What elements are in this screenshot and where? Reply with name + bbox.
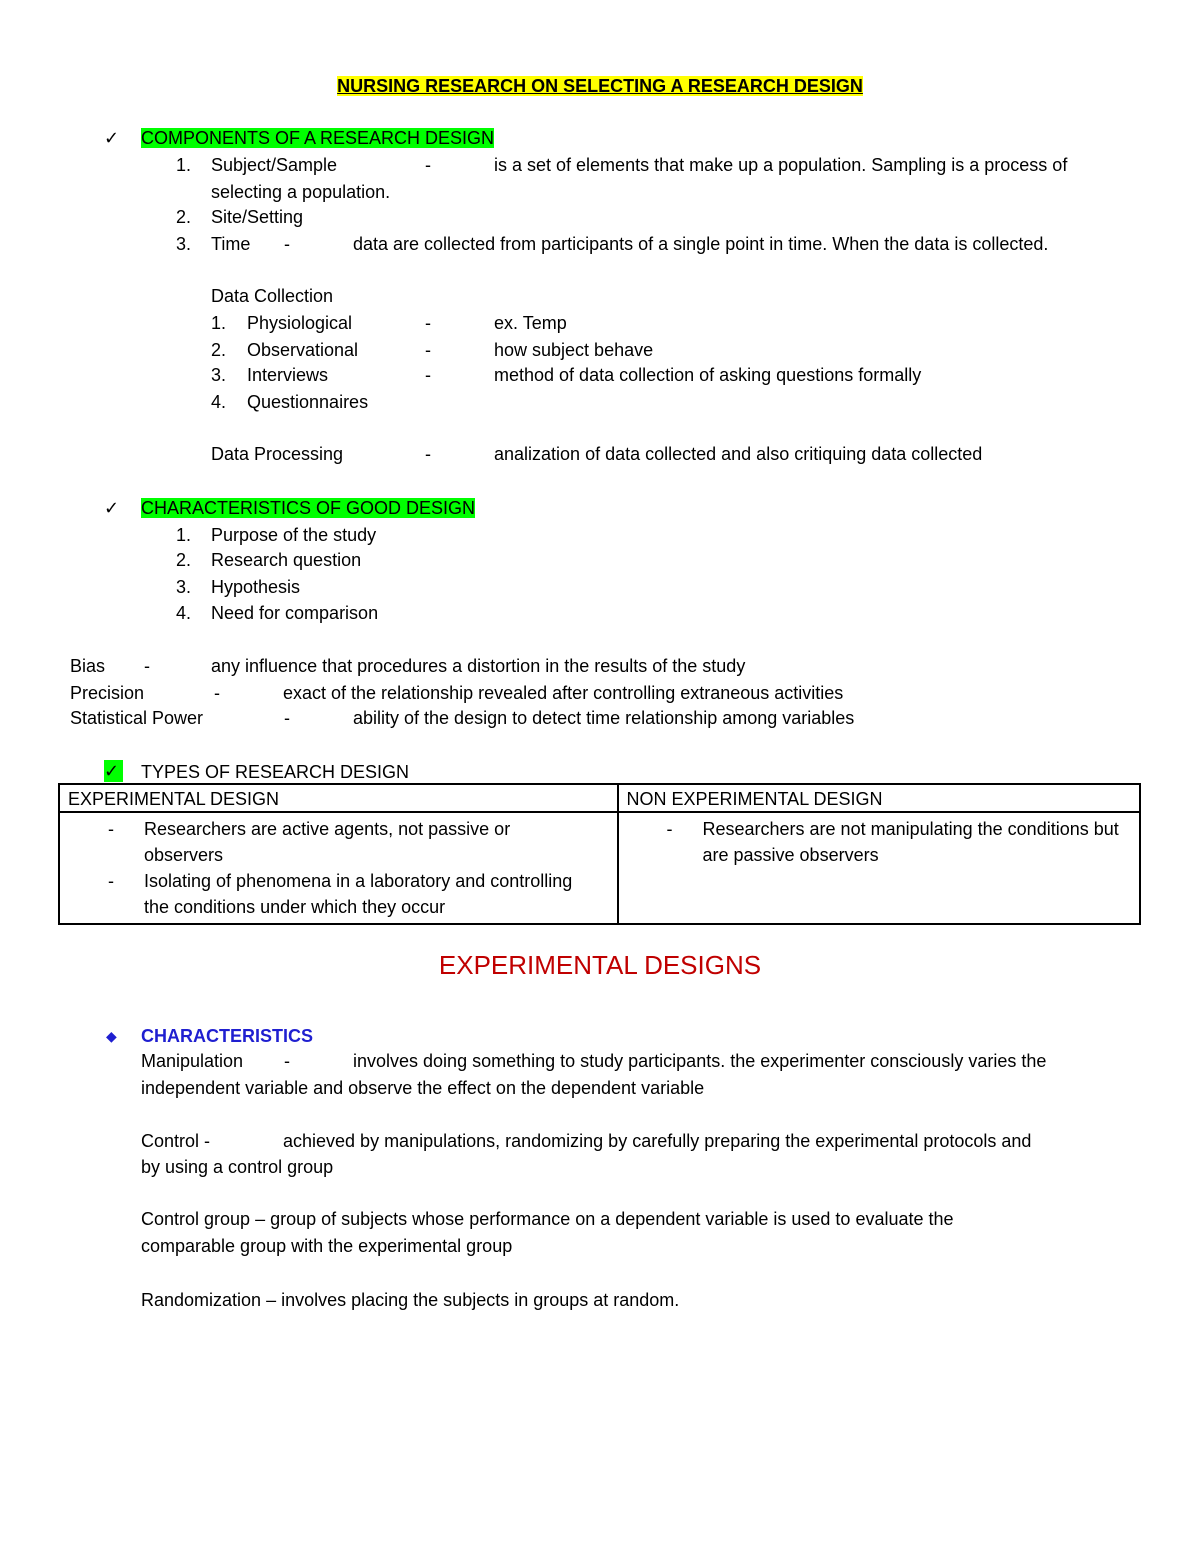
list-dash: - [284,234,290,254]
list-number: 2. [176,550,192,570]
list-dash: - [425,365,431,385]
table-row [59,812,1140,924]
control-definition: achieved by manipulations, randomizing by carefully preparing the experimental protocols and [283,1131,1032,1151]
term-label: Precision [70,683,145,703]
list-number: 3. [176,234,192,254]
table-header-non-experimental: NON EXPERIMENTAL DESIGN [618,784,1141,812]
list-number: 4. [176,603,192,623]
list-item: - Isolating of phenomena in a laboratory and controlling the conditions under which they occur [108,871,573,917]
table-header-row [59,784,1140,812]
list-dash: - [425,444,431,464]
list-definition: method of data collection of asking questions formally [494,365,922,385]
characteristics-subheading: CHARACTERISTICS [141,1026,314,1046]
list-term: Interviews [247,365,329,385]
manipulation-definition-cont: independent variable and observe the effect on the dependent variable [141,1078,705,1098]
list-item: Hypothesis [211,577,301,597]
control-term: Control - [141,1131,211,1151]
checkmark-icon: ✓ [104,760,123,782]
control-definition-cont: by using a control group [141,1157,334,1177]
page-title-row [0,75,1200,97]
table-cell-non-experimental [618,812,1141,924]
term-label: Statistical Power [70,708,204,728]
control-group-text-cont: comparable group with the experimental group [141,1236,513,1256]
list-item: Purpose of the study [211,525,377,545]
research-design-table [58,783,1141,925]
list-number: 4. [211,392,227,412]
list-term: Observational [247,340,359,360]
term-dash: - [284,1051,290,1071]
data-collection-label: Data Collection [211,286,334,306]
list-dash: - [425,340,431,360]
list-dash: - [425,313,431,333]
list-item: - Researchers are not manipulating the conditions but are passive observers [666,819,1119,865]
list-number: 1. [176,155,192,175]
checkmark-icon: ✓ [104,128,120,148]
section-heading-characteristics: CHARACTERISTICS OF GOOD DESIGN [141,498,476,518]
list-definition-cont: selecting a population. [211,182,391,202]
term-label: Bias [70,656,106,676]
list-number: 2. [176,207,192,227]
manipulation-definition: involves doing something to study participants. the experimenter consciously varies the [353,1051,1047,1071]
list-number: 1. [176,525,192,545]
list-term: Subject/Sample [211,155,338,175]
list-item: - Researchers are active agents, not passive or observers [108,819,511,865]
data-processing-definition: analization of data collected and also critiquing data collected [494,444,983,464]
term-dash: - [144,656,150,676]
list-term: Physiological [247,313,353,333]
term-definition: ability of the design to detect time relationship among variables [353,708,855,728]
data-processing-term: Data Processing [211,444,344,464]
list-definition: is a set of elements that make up a population. Sampling is a process of [494,155,1068,175]
term-dash: - [284,708,290,728]
diamond-bullet-icon: ◆ [106,1028,117,1044]
list-number: 3. [176,577,192,597]
table-cell-experimental [59,812,618,924]
experimental-designs-heading: EXPERIMENTAL DESIGNS [438,950,762,980]
list-item: Research question [211,550,362,570]
checkmark-icon: ✓ [104,498,120,518]
list-dash: - [425,155,431,175]
table-header-experimental: EXPERIMENTAL DESIGN [59,784,618,812]
term-dash: - [214,683,220,703]
term-definition: any influence that procedures a distortion in the results of the study [211,656,746,676]
list-item: Need for comparison [211,603,379,623]
control-group-text: Control group – group of subjects whose performance on a dependent variable is used to evaluate the [141,1209,954,1229]
list-number: 2. [211,340,227,360]
list-number: 3. [211,365,227,385]
list-definition: how subject behave [494,340,654,360]
term-definition: exact of the relationship revealed after controlling extraneous activities [283,683,844,703]
list-term: Questionnaires [247,392,369,412]
list-definition: data are collected from participants of a single point in time. When the data is collected. [353,234,1049,254]
randomization-text: Randomization – involves placing the subjects in groups at random. [141,1290,680,1310]
list-definition: ex. Temp [494,313,567,333]
section-heading-components: COMPONENTS OF A RESEARCH DESIGN [141,128,495,148]
page-title: NURSING RESEARCH ON SELECTING A RESEARCH DESIGN [337,76,863,96]
list-term: Time [211,234,251,254]
list-term: Site/Setting [211,207,304,227]
section-heading-types: TYPES OF RESEARCH DESIGN [141,762,410,782]
manipulation-term: Manipulation [141,1051,244,1071]
list-number: 1. [211,313,227,333]
